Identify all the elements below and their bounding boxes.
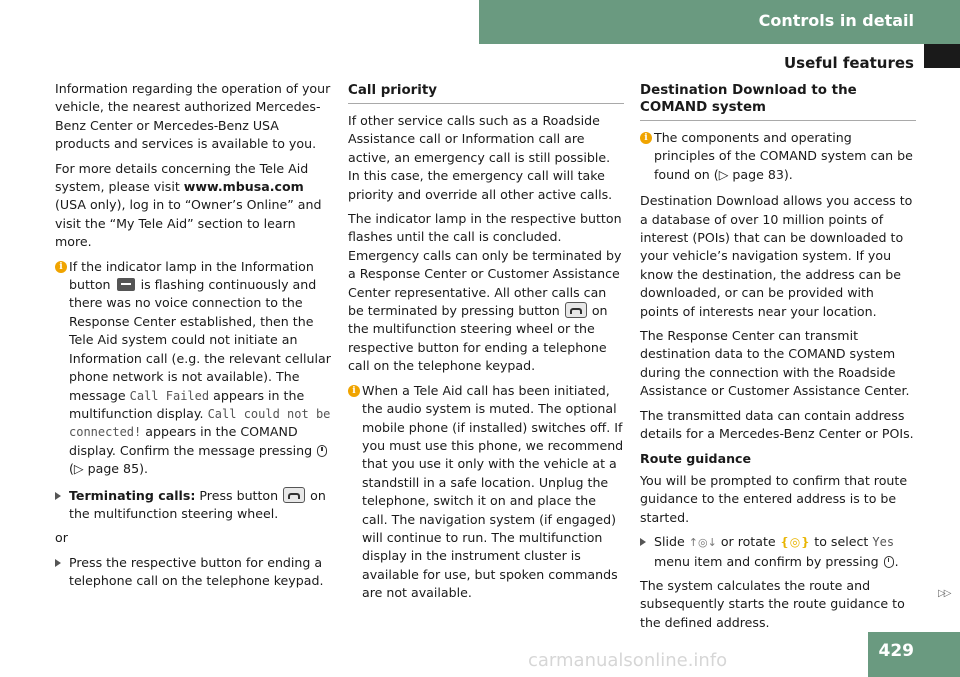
list-item: Terminating calls: Press button on the multifunction steering wheel. [55,487,333,524]
paragraph: The Response Center can transmit destination data to the COMAND system during the connection with the Roadside Assistance or Customer Assistance Center. [640,328,910,399]
rotate-controller-icon: ❴◎❵ [779,535,811,550]
column-3 [640,80,916,638]
arrow-bullet-icon [55,559,61,567]
list-item: Slide ↑◎↓ or rotate ❴◎❵ to select Yes menu item and confirm by pressing . [640,533,916,571]
subsection-title: Useful features [783,54,914,72]
heading-call-priority: Call priority [348,82,624,104]
continued-arrow-icon: ▷▷ [938,588,950,599]
arrow-bullet-icon [55,492,61,500]
slide-controller-icon: ↑◎↓ [688,536,717,550]
arrow-bullet-icon [640,538,646,546]
or-text: or [55,530,68,546]
watermark: carmanualsonline.info [528,650,728,671]
info-icon: i [348,385,360,397]
info-note: i The components and operating principles of the COMAND system can be found on (▷ page 83). [640,129,916,184]
subheading-route-guidance: Route guidance [640,450,752,466]
header-tab-marker [924,44,960,68]
press-knob-icon [884,556,894,568]
website-link[interactable]: www.mbusa.com [183,179,304,195]
paragraph: For more details concerning the Tele Aid system, please visit www.mbusa.com (USA only), log in to “Owner’s Online” and visit the “My Tele Aid” section to learn more. [55,160,322,250]
list-item: Press the respective button for ending a telephone call on the telephone keypad. [55,554,333,591]
info-note: i When a Tele Aid call has been initiated, the audio system is muted. The optional mobile phone (if installed) switches off. If you must use this phone, we recommend that you use it only with the vehicle at a standstill in a safe location. Unplug the telephone, switch it on and place the call. The navigation system (if engaged) will continue to run. The multifunction display in the instrument cluster is available for use, but spoken commands are not available. [348,382,624,603]
page-number: 429 [878,641,914,661]
paragraph: The system calculates the route and subsequently starts the route guidance to the defined address. [640,577,905,630]
paragraph: The transmitted data can contain address details for a Mercedes-Benz Center or POIs. [640,407,914,442]
info-icon: i [55,261,67,273]
end-call-button-icon [565,302,587,318]
paragraph: If other service calls such as a Roadside Assistance call or Information call are active, an emergency call is still possible. In this case, the emergency call will take priority and override all other active calls. [348,113,613,202]
heading-destination-download: Destination Download to the COMAND system [640,82,916,121]
column-2 [348,80,624,611]
paragraph: You will be prompted to confirm that route guidance to the entered address is to be started. [640,472,908,525]
column-1 [55,80,333,597]
paragraph: Destination Download allows you access to a database of over 10 million points of interest (POIs) that can be downloaded to your vehicle’s navigation system. If you know the destination, the address can be downloaded, or can be provided with points of interests near your location. [640,193,913,319]
paragraph: Information regarding the operation of your vehicle, the nearest authorized Mercedes-Benz Center or Mercedes-Benz USA products and services is available to you. [55,81,331,152]
end-call-button-icon [283,487,305,503]
information-button-icon [117,278,135,291]
press-knob-icon [317,445,327,457]
info-note: i If the indicator lamp in the Information button is flashing continuously and there was no voice connection to the Response Center established, then the Tele Aid system could not initiate an Information call (e.g. the relevant cellular phone network is not available). The message Call Failed appears in the multifunction display. Call could not be connected! appears in the COMAND display. Confirm the message pressing (▷ page 85). [55,258,333,479]
info-icon: i [640,132,652,144]
paragraph: The indicator lamp in the respective button flashes until the call is concluded. Emergency calls can only be terminated by a Response Center or Customer Assistance Center representative. All other calls can be terminated by pressing button on the multifunction steering wheel or the respective button for ending a telephone call on the telephone keypad. [348,211,622,374]
section-title: Controls in detail [758,11,914,30]
